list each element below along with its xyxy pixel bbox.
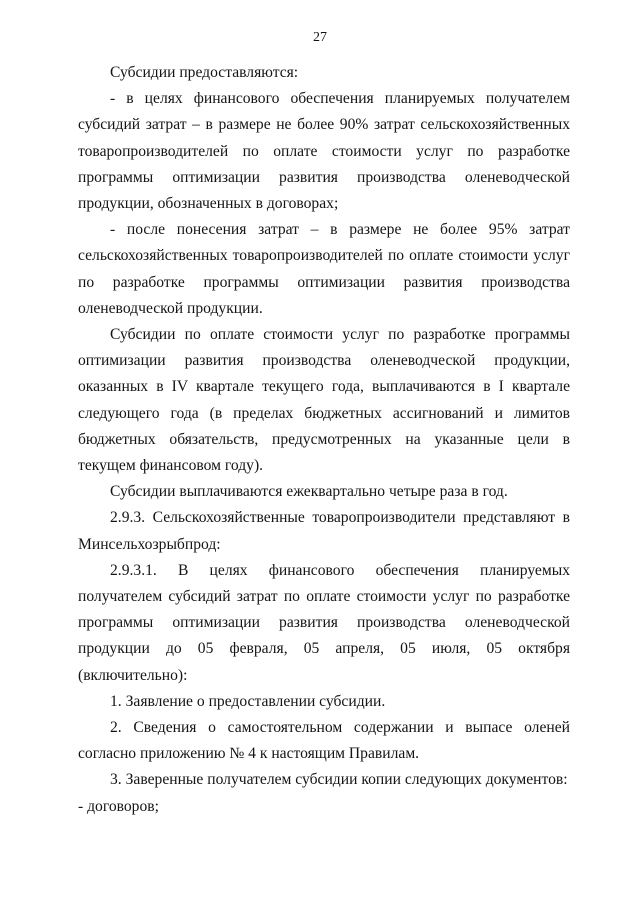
list-item-2: 2. Сведения о самостоятельном содержании и выпасе оленей согласно приложению № 4 к настоящим Правилам. [78, 719, 570, 763]
list-item-contracts: - договоров; [78, 797, 159, 815]
paragraph-q4-payment: Субсидии по оплате стоимости услуг по разработке программы оптимизации развития производства оленеводческой продукции, оказанных в IV квартале текущего года, выплачиваются в I квартале следующего года (в пределах бюджетных ассигнований и лимитов бюджетных обязательств, предусмотренных на указанные цели в текущем финансовом году). [78, 326, 570, 475]
paragraph-quarterly: Субсидии выплачиваются ежеквартально четыре раза в год. [110, 483, 508, 501]
list-item-3: 3. Заверенные получателем субсидии копии следующих документов: [110, 771, 568, 789]
paragraph-financing-90: - в целях финансового обеспечения планируемых получателем субсидий затрат – в размере не более 90% затрат сельскохозяйственных товаропроизводителей по оплате стоимости услуг по разработке программы оптимизации развития производства оленеводческой продукции, обозначенных в договорах; [78, 90, 570, 213]
list-item-1: 1. Заявление о предоставлении субсидии. [110, 692, 386, 710]
page-number: 27 [313, 30, 327, 45]
paragraph-subsidies-intro: Субсидии предоставляются: [110, 64, 299, 81]
paragraph-2-9-3: 2.9.3. Сельскохозяйственные товаропроизводители представляют в Минсельхозрыбпрод: [78, 509, 570, 553]
paragraph-2-9-3-1: 2.9.3.1. В целях финансового обеспечения планируемых получателем субсидий затрат по оплате стоимости услуг по разработке программы оптимизации развития производства оленеводческой продукции до 05 февраля, 05 апреля, 05 июля, 05 октября (включительно): [78, 561, 570, 684]
paragraph-after-costs-95: - после понесения затрат – в размере не более 95% затрат сельскохозяйственных товаропроизводителей по оплате стоимости услуг по разработке программы оптимизации развития производства оленеводческой продукции. [78, 221, 570, 317]
document-body [78, 60, 570, 820]
